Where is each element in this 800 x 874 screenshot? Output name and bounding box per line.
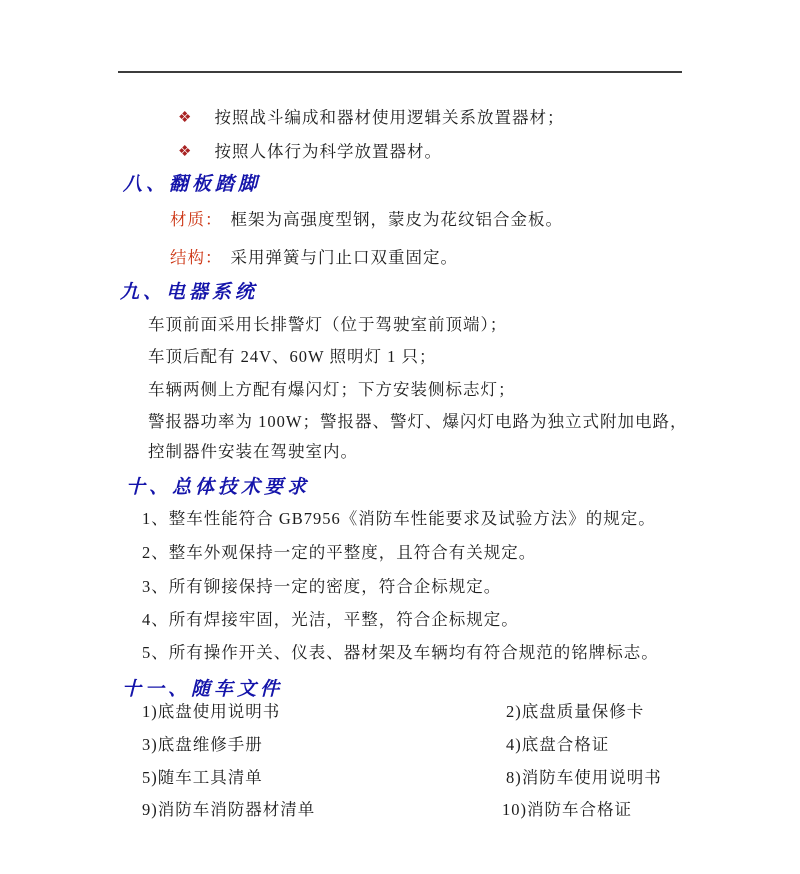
section-11-heading: 十一、随车文件 [122, 679, 284, 700]
document-item: 3)底盘维修手册 [142, 735, 263, 754]
section-9-line: 警报器功率为 100W；警报器、警灯、爆闪灯电路为独立式附加电路， [148, 412, 688, 431]
section-9-line: 车顶前面采用长排警灯（位于驾驶室前顶端）； [148, 315, 508, 334]
document-item: 4)底盘合格证 [506, 735, 610, 754]
section-9-line: 控制器件安装在驾驶室内。 [148, 442, 358, 461]
spec-line-material [170, 208, 563, 232]
document-row [142, 700, 682, 724]
section-10-item: 3、所有铆接保持一定的密度，符合企标规定。 [142, 577, 502, 596]
section-10-item: 4、所有焊接牢固，光洁，平整，符合企标规定。 [142, 610, 519, 629]
section-10-item: 1、整车性能符合 GB7956《消防车性能要求及试验方法》的规定。 [142, 509, 656, 528]
section-9-line: 车顶后配有 24V、60W 照明灯 1 只； [148, 347, 437, 366]
document-item: 5)随车工具清单 [142, 768, 263, 787]
document-row [142, 733, 682, 757]
section-10-item: 5、所有操作开关、仪表、器材架及车辆均有符合规范的铭牌标志。 [142, 643, 659, 662]
section-8-heading: 八、翻板踏脚 [123, 174, 262, 195]
document-item: 10)消防车合格证 [502, 800, 632, 819]
spec-label-structure: 结构： [170, 248, 223, 267]
header-rule [118, 71, 682, 73]
spec-label-material: 材质： [170, 210, 223, 229]
bullet-item [178, 106, 564, 130]
document-item: 9)消防车消防器材清单 [142, 800, 316, 819]
document-item: 2)底盘质量保修卡 [506, 702, 645, 721]
document-row [142, 766, 682, 790]
diamond-bullet-icon: ❖ [178, 144, 193, 160]
section-9-line: 车辆两侧上方配有爆闪灯；下方安装侧标志灯； [148, 380, 516, 399]
spec-text-material: 框架为高强度型钢，蒙皮为花纹铝合金板。 [230, 210, 563, 229]
section-10-item: 2、整车外观保持一定的平整度，且符合有关规定。 [142, 543, 537, 562]
document-item: 8)消防车使用说明书 [506, 768, 662, 787]
section-10-heading: 十、总体技术要求 [126, 477, 311, 498]
document-row [142, 798, 682, 822]
spec-text-structure: 采用弹簧与门止口双重固定。 [230, 248, 458, 267]
diamond-bullet-icon: ❖ [178, 110, 193, 126]
bullet-item-text: 按照战斗编成和器材使用逻辑关系放置器材； [214, 108, 565, 127]
bullet-item [178, 140, 442, 164]
bullet-item-text: 按照人体行为科学放置器材。 [214, 142, 442, 161]
document-item: 1)底盘使用说明书 [142, 702, 281, 721]
spec-line-structure [170, 246, 458, 270]
section-9-heading: 九、电器系统 [120, 282, 259, 303]
